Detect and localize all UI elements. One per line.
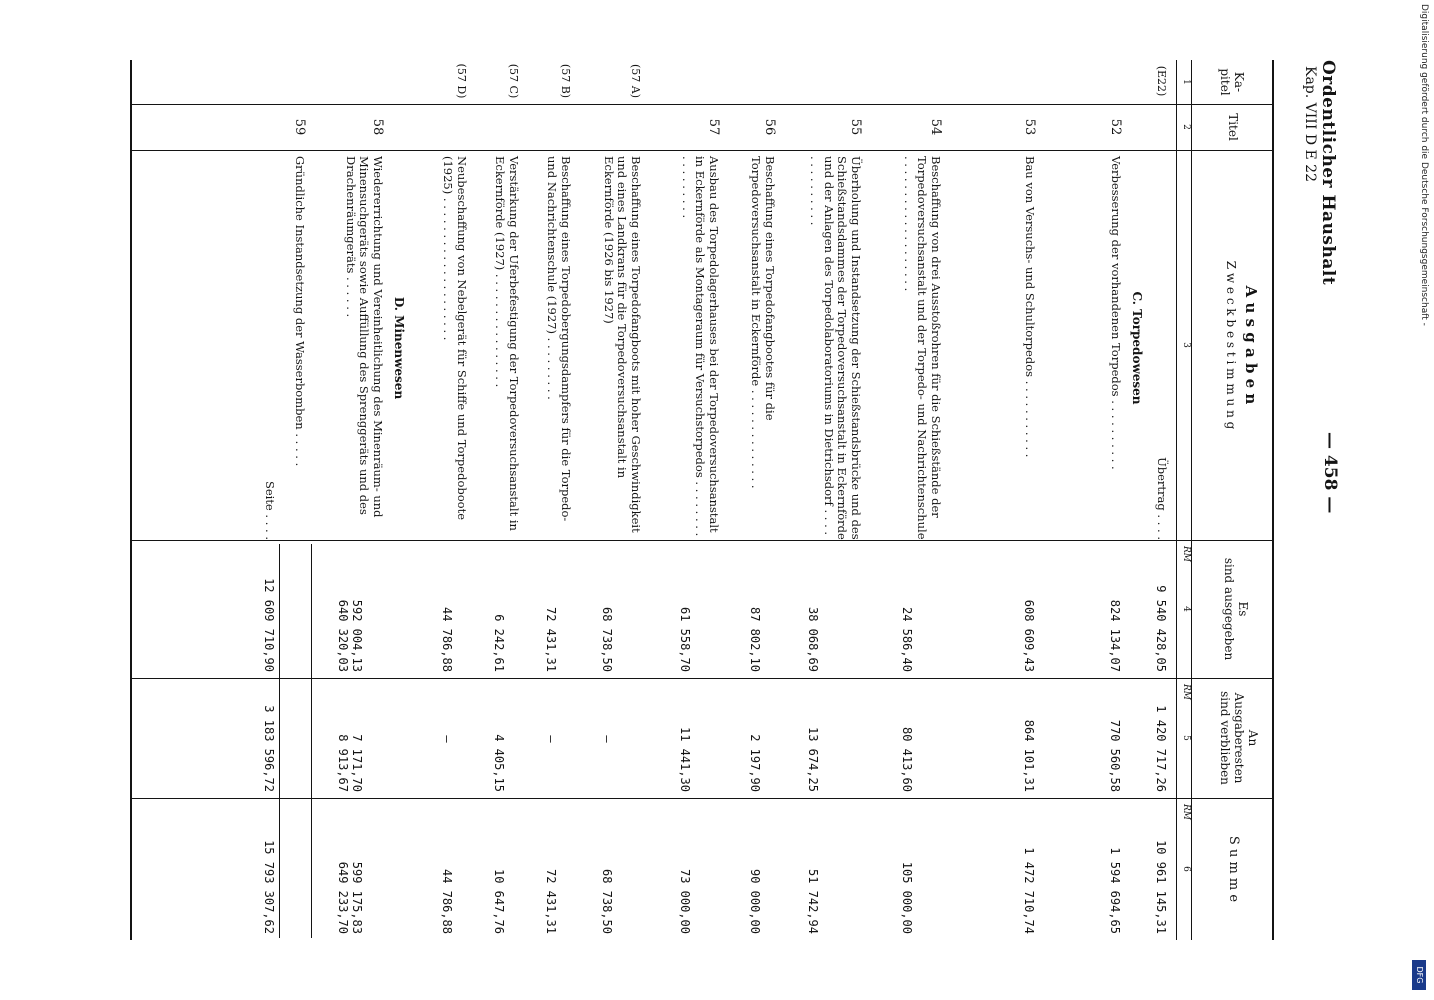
ledger-page bbox=[94, 60, 1344, 940]
row-desc: Beschaffung eines Torpedofangboots mit hoher Geschwindigkeit und eines Landkrans für die Torpedoversuchsanstalt in Eckernförde (1926 bis 1927) bbox=[602, 156, 643, 533]
uebertrag-c5: 1 420 717,26 bbox=[1154, 705, 1168, 792]
row-c5: 11 441,30 bbox=[678, 726, 692, 792]
row-c5: 80 413,60 bbox=[900, 726, 914, 792]
row-desc: Wiedererrichtung und Vereinheitlichung des Minenräum- und Minensuchgeräts sowie Auffüllung des Sprenggeräts und des Drachenräumgeräts . . . . . . bbox=[344, 156, 385, 518]
unit-c6: RM bbox=[1181, 804, 1191, 820]
page-header bbox=[1274, 60, 1344, 940]
digitization-text: Digitalisierung gefördert durch die Deutsche Forschungsgemeinschaft - bbox=[1419, 4, 1429, 326]
seite-c4: 12 609 710,90 bbox=[262, 578, 276, 672]
row-c5: 13 674,25 bbox=[806, 726, 820, 792]
row-titel: 58 bbox=[370, 118, 385, 136]
unit-c5: RM bbox=[1181, 684, 1191, 700]
row-desc: Ausbau des Torpedolagerhauses bei der Torpedoversuchsanstalt in Eckernförde als Montageraum für Versuchstorpedos . . . . . . . . . . . . . . . . . bbox=[680, 156, 721, 537]
unit-c4: RM bbox=[1181, 546, 1191, 562]
row-c5: 2 197,90 bbox=[748, 734, 762, 792]
table-row bbox=[428, 60, 468, 940]
row-desc: Beschaffung eines Torpedobergungsdampfers für die Torpedo- und Nachrichtenschule (1927) . . . . . . . . . bbox=[545, 156, 573, 522]
row-titel: 57 bbox=[706, 118, 721, 136]
row-kapitel: (57 B) bbox=[559, 63, 572, 99]
row-desc: Gründliche Instandsetzung der Wasserbomben . . . . . bbox=[293, 156, 307, 467]
row-c4: 24 586,40 bbox=[900, 606, 914, 672]
row-kapitel: (57 D) bbox=[455, 63, 468, 99]
row-c5: 864 101,31 bbox=[1022, 719, 1036, 792]
colnum-1: 1 bbox=[1176, 60, 1192, 104]
row-c4: 38 068,69 bbox=[806, 606, 820, 672]
row-desc: Beschaffung eines Torpedofangbootes für die Torpedoversuchsanstalt in Eckernförde . . . . . . . . . . . . . . bbox=[749, 156, 777, 489]
kapitel-label: Kap. VIII D E 22 bbox=[1302, 66, 1318, 182]
row-c6: 599 175,83 649 233,70 bbox=[336, 861, 364, 934]
row-c4: 61 558,70 bbox=[678, 606, 692, 672]
page-title: Ordentlicher Haushalt bbox=[1318, 60, 1338, 286]
row-c5: 770 560,58 bbox=[1108, 719, 1122, 792]
row-desc: Beschaffung von drei Ausstoßrohren für die Schießstände der Torpedoversuchsanstalt und der Torpedo- und Nachrichtenschule . . . . . . . . . . . . . . . . . . . bbox=[902, 156, 943, 540]
row-titel: 53 bbox=[1022, 118, 1037, 136]
row-kapitel: (57 C) bbox=[507, 63, 520, 99]
row-c5: 4 405,15 bbox=[492, 734, 506, 792]
row-titel: 59 bbox=[292, 118, 307, 136]
row-desc: Verbesserung der vorhandenen Torpedos . . . . . . . . . . bbox=[1109, 156, 1123, 470]
row-c6: 10 647,76 bbox=[492, 868, 506, 934]
row-desc: Verstärkung der Uferbefestigung der Torpedoversuchsanstalt in Eckernförde (1927) . . . . . . . . . . . . . . . . bbox=[493, 156, 521, 531]
header-ausgaben: A u s g a b e n bbox=[1242, 285, 1260, 405]
table-row bbox=[586, 60, 642, 940]
table-row bbox=[664, 60, 720, 940]
colnum-5: 5 bbox=[1176, 678, 1192, 798]
row-c4: 44 786,88 bbox=[440, 606, 454, 672]
row-c6: 68 738,50 bbox=[600, 868, 614, 934]
section-minenwesen: D. Minenwesen bbox=[392, 296, 406, 400]
row-c6: 105 000,00 bbox=[900, 861, 914, 934]
row-c4: 824 134,07 bbox=[1108, 599, 1122, 672]
row-c4: 6 242,61 bbox=[492, 614, 506, 672]
row-c4: 87 802,10 bbox=[748, 606, 762, 672]
row-c6: 44 786,88 bbox=[440, 868, 454, 934]
colnum-3: 3 bbox=[1176, 150, 1192, 540]
row-c5: — bbox=[440, 735, 454, 743]
header-titel: Titel bbox=[1226, 113, 1240, 141]
row-c6: 73 000,00 bbox=[678, 868, 692, 934]
row-titel: 54 bbox=[928, 118, 943, 136]
row-c5: — bbox=[544, 735, 558, 743]
colnum-4: 4 bbox=[1176, 540, 1192, 678]
row-kapitel: (57 A) bbox=[629, 63, 642, 99]
table-row bbox=[286, 60, 306, 940]
table-row bbox=[480, 60, 520, 940]
uebertrag-kapitel: (E22) bbox=[1155, 65, 1168, 97]
seite-c5: 3 183 596,72 bbox=[262, 705, 276, 792]
row-c5: 7 171,70 8 913,67 bbox=[336, 734, 364, 792]
section-torpedowesen: C. Torpedowesen bbox=[1130, 291, 1144, 405]
header-ausgegeben: Es sind ausgegeben bbox=[1222, 557, 1250, 661]
row-desc: Neubeschaffung von Nebelgerät für Schiffe und Torpedoboote (1925) . . . . . . . . . . . . . . . . . . . . bbox=[441, 156, 469, 521]
colnum-6: 6 bbox=[1176, 798, 1192, 940]
row-c4: 592 004,13 640 320,03 bbox=[336, 599, 364, 672]
row-c6: 72 431,31 bbox=[544, 868, 558, 934]
row-desc: Überholung und Instandsetzung der Schießstandsbrücke und des Schießstandsdammes der Torpedoversuchsanstalt in Eckernförde und der Anlagen des Torpedolaboratoriums in Dietrichsdorf . . . . . . . . . . . . . . bbox=[808, 156, 863, 540]
colnum-2: 2 bbox=[1176, 104, 1192, 150]
header-summe: S u m m e bbox=[1226, 835, 1241, 903]
table-row bbox=[882, 60, 942, 940]
subtotal-rule bbox=[311, 544, 312, 938]
row-desc: Bau von Versuchs- und Schultorpedos . . . . . . . . . . . bbox=[1023, 156, 1037, 458]
uebertrag-row bbox=[1148, 60, 1168, 940]
row-c6: 1 594 694,65 bbox=[1108, 847, 1122, 934]
uebertrag-label: Übertrag . . . . bbox=[1155, 457, 1169, 540]
ledger-table bbox=[130, 60, 1274, 940]
header-zweckbestimmung: Z w e c k b e s t i m m u n g bbox=[1224, 260, 1238, 430]
uebertrag-c4: 9 540 428,05 bbox=[1154, 585, 1168, 672]
page-number: — 458 — bbox=[1320, 432, 1340, 514]
row-c6: 90 000,00 bbox=[748, 868, 762, 934]
digitization-note bbox=[1404, 0, 1434, 1000]
header-kapitel: Ka- pitel bbox=[1218, 68, 1246, 96]
header-ausgaben-block bbox=[1178, 150, 1272, 540]
table-row bbox=[732, 60, 776, 940]
row-titel: 52 bbox=[1108, 118, 1123, 136]
row-titel: 55 bbox=[848, 118, 863, 136]
table-row bbox=[792, 60, 862, 940]
row-c6: 51 742,94 bbox=[806, 868, 820, 934]
table-row bbox=[1006, 60, 1036, 940]
table-row bbox=[1092, 60, 1122, 940]
row-c4: 608 609,43 bbox=[1022, 599, 1036, 672]
header-ausgabereste: An Ausgaberesten sind verblieben bbox=[1218, 691, 1260, 785]
row-c5: — bbox=[600, 735, 614, 743]
seite-c6: 15 793 307,62 bbox=[262, 840, 276, 934]
row-c6: 1 472 710,74 bbox=[1022, 847, 1036, 934]
row-titel: 56 bbox=[762, 118, 777, 136]
seite-row bbox=[256, 60, 276, 940]
dfg-logo: DFG bbox=[1412, 960, 1426, 990]
table-row bbox=[532, 60, 572, 940]
row-c4: 72 431,31 bbox=[544, 606, 558, 672]
table-row bbox=[328, 60, 384, 940]
seite-label: Seite . . . . bbox=[263, 480, 277, 540]
uebertrag-c6: 10 961 145,31 bbox=[1154, 840, 1168, 934]
row-c4: 68 738,50 bbox=[600, 606, 614, 672]
total-rule bbox=[279, 544, 280, 938]
